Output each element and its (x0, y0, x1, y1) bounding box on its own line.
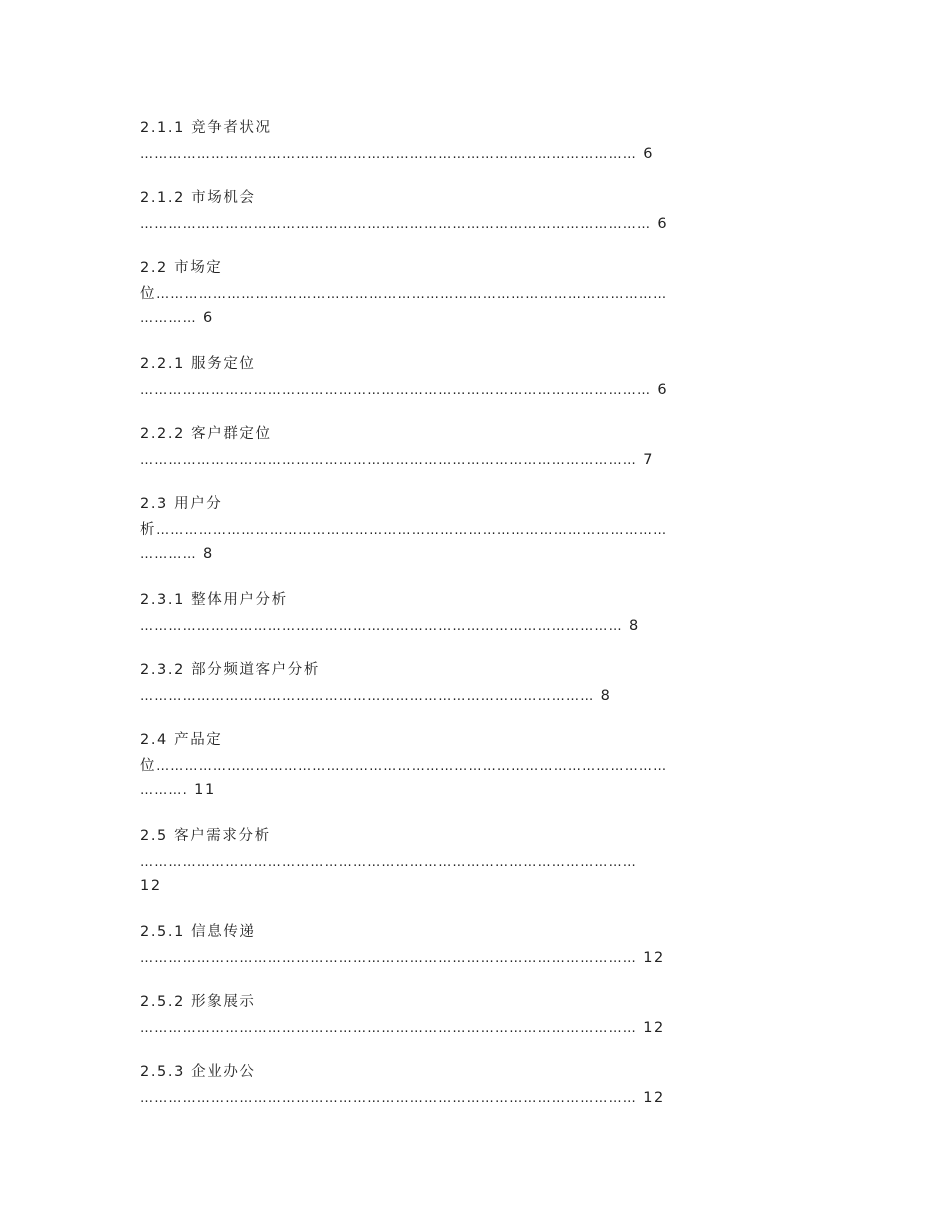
toc-leader-dots: ………… (140, 547, 197, 562)
toc-title-wrap: 析 (140, 522, 157, 538)
toc-heading (140, 494, 222, 514)
toc-heading (140, 118, 272, 138)
toc-page-number: 8 (629, 618, 640, 634)
toc-leader-dots: …………………………………………………………………………………………… (140, 1091, 637, 1106)
toc-leader-dots: …………………………………………………………………………………………… (140, 453, 637, 468)
toc-title: 客户需求分析 (174, 828, 271, 844)
toc-page-number: 12 (140, 878, 162, 894)
toc-title: 部分频道客户分析 (191, 662, 320, 678)
toc-title: 产品定 (174, 732, 223, 748)
toc-heading (140, 1062, 256, 1082)
toc-leader-dots: …………………………………………………………………………………………… (140, 951, 637, 966)
toc-leader-dots: …………………………………………………………………………………………… (140, 147, 637, 162)
toc-title-wrap-line (140, 520, 667, 541)
toc-heading (140, 188, 256, 208)
toc-leader-line (140, 780, 216, 801)
toc-leader-line (140, 144, 654, 165)
toc-number: 2.4 (140, 732, 168, 748)
toc-number: 2.3.2 (140, 662, 185, 678)
toc-heading (140, 424, 272, 444)
toc-title-wrap-line (140, 284, 667, 305)
toc-number: 2.2.1 (140, 356, 185, 372)
toc-number: 2.2.2 (140, 426, 185, 442)
toc-heading (140, 922, 256, 942)
toc-title-wrap-line (140, 756, 667, 777)
toc-heading (140, 354, 256, 374)
toc-title-wrap: 位 (140, 286, 157, 302)
toc-page-number: 6 (657, 382, 669, 398)
toc-leader-line (140, 852, 637, 873)
toc-title: 客户群定位 (191, 426, 272, 442)
toc-page-number: 7 (643, 452, 655, 468)
toc-page-number: 11 (194, 782, 216, 798)
toc-heading (140, 730, 222, 750)
toc-number: 2.3.1 (140, 592, 185, 608)
toc-title: 信息传递 (191, 924, 256, 940)
toc-heading (140, 590, 288, 610)
toc-leader-line (140, 308, 214, 329)
toc-heading (140, 992, 256, 1012)
toc-title: 企业办公 (191, 1064, 256, 1080)
toc-page-number: 12 (643, 950, 665, 966)
toc-leader-dots: ……………………………………………………………………………………………… (156, 523, 668, 538)
toc-page-number: 12 (643, 1020, 665, 1036)
toc-number: 2.5 (140, 828, 168, 844)
toc-leader-line (140, 450, 654, 471)
toc-number: 2.5.3 (140, 1064, 185, 1080)
toc-title-wrap: 位 (140, 758, 157, 774)
toc-leader-line (140, 686, 611, 707)
toc-page-number: 12 (643, 1090, 665, 1106)
toc-page-number: 8 (600, 688, 612, 704)
toc-number: 2.1.1 (140, 120, 185, 136)
toc-leader-dots: ………… (140, 311, 197, 326)
toc-leader-dots: …………………………………………………………………………………………… (140, 855, 637, 870)
toc-leader-line (140, 1088, 665, 1109)
toc-leader-dots: ……………………………………………………………………………………………… (156, 287, 668, 302)
toc-leader-line (140, 380, 668, 401)
toc-leader-dots: ……………………………………………………………………………………………… (140, 383, 652, 398)
toc-leader-line (140, 214, 668, 235)
toc-number: 2.3 (140, 496, 168, 512)
toc-heading (140, 258, 222, 278)
toc-page-line (140, 876, 162, 896)
toc-title: 形象展示 (191, 994, 256, 1010)
toc-heading (140, 826, 271, 846)
toc-title: 服务定位 (191, 356, 256, 372)
toc-leader-dots: ……………………………………………………………………………………………… (140, 217, 652, 232)
toc-title: 市场定 (174, 260, 223, 276)
toc-leader-dots: ………………………………………………………………………………………… (140, 619, 623, 634)
toc-leader-dots: ………. (140, 783, 188, 798)
toc-title: 市场机会 (191, 190, 256, 206)
toc-number: 2.5.1 (140, 924, 185, 940)
toc-leader-line (140, 948, 665, 969)
toc-number: 2.2 (140, 260, 168, 276)
toc-title: 用户分 (174, 496, 223, 512)
toc-page-number: 6 (643, 146, 655, 162)
toc-number: 2.1.2 (140, 190, 185, 206)
toc-number: 2.5.2 (140, 994, 185, 1010)
toc-title: 整体用户分析 (191, 592, 288, 608)
toc-leader-line (140, 616, 640, 637)
toc-page-number: 6 (657, 216, 669, 232)
toc-heading (140, 660, 320, 680)
toc-leader-line (140, 1018, 665, 1039)
toc-leader-dots: …………………………………………………………………………………………… (140, 1021, 637, 1036)
toc-page-number: 8 (203, 546, 214, 562)
toc-title: 竞争者状况 (191, 120, 272, 136)
toc-leader-line (140, 544, 214, 565)
toc-leader-dots: …………………………………………………………………………………… (140, 689, 595, 704)
toc-page-number: 6 (203, 310, 214, 326)
toc-leader-dots: ……………………………………………………………………………………………… (156, 759, 668, 774)
